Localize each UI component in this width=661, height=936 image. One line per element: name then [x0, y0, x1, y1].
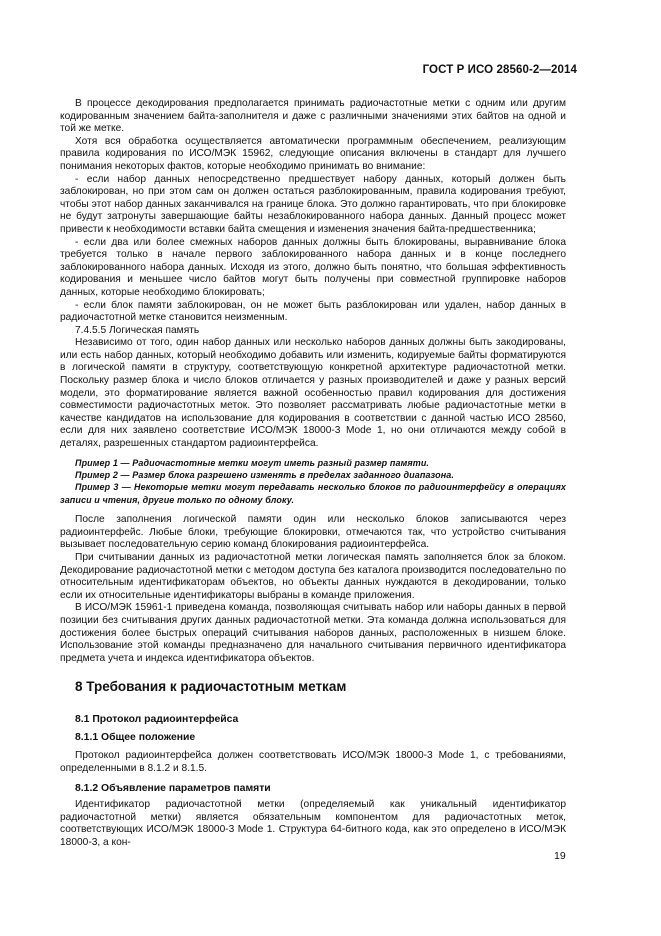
body-paragraph: В процессе декодирования предполагается принимать радиочастотные метки с одним или другим кодированным значением байта-заполнителя и даже с различными значениями этих байтов на одной и той же метке.	[60, 98, 566, 135]
section-heading-8: 8 Требования к радиочастотным меткам	[75, 679, 347, 695]
page-number: 19	[554, 850, 566, 862]
body-paragraph: Протокол радиоинтерфейса должен соответствовать ИСО/МЭК 18000-3 Mode 1, с требованиями, определенными в 8.1.2 и 8.1.5.	[60, 750, 566, 774]
subsection-heading-7-4-5-5: 7.4.5.5 Логическая память	[75, 324, 200, 336]
body-paragraph: Хотя вся обработка осуществляется автоматически программным обеспечением, реализующим правила кодирования по ИСО/МЭК 15962, следующие описания включены в стандарт для лучшего понимания некоторых фактов, которые необходимо принимать во внимание:	[60, 135, 566, 172]
example-note: Пример 3 — Некоторые метки могут передавать несколько блоков по радиоинтерфейсу в операциях записи и чтения, другие только по одному блоку.	[60, 482, 566, 505]
subsection-heading-8-1-1: 8.1.1 Общее положение	[75, 731, 196, 743]
subsection-heading-8-1-2: 8.1.2 Объявление параметров памяти	[75, 782, 271, 794]
document-header: ГОСТ Р ИСО 28560-2—2014	[422, 64, 577, 76]
body-paragraph: При считывании данных из радиочастотной метки логическая память заполняется блок за блоком. Декодирование радиочастотной метки с методом доступа без каталога производится последовательно по относительным идентификаторам объектов, но объекты данных нуждаются в декодировании, только если их относительные идентификаторы выбраны в команде приложения.	[60, 552, 566, 601]
list-item: - если два или более смежных наборов данных должны быть блокированы, выравнивание блока требуется только в начале первого заблокированного набора данных и в конце последнего заблокированного набора данных. Исходя из этого, должно быть понятно, что большая эффективность кодирования и меньшее число байтов могут быть получены при совместной группировке наборов данных, которые необходимо блокировать;	[60, 236, 566, 298]
example-note: Пример 1 — Радиочастотные метки могут иметь разный размер памяти.	[75, 457, 430, 468]
example-note: Пример 2 — Размер блока разрешено изменять в пределах заданного диапазона.	[75, 470, 454, 481]
body-paragraph: Независимо от того, один набор данных или несколько наборов данных должны быть закодированы, или есть набор данных, который необходимо добавить или изменить, кодируемые байты форматируются в логической памяти в структуру, соответствующую конкретной архитектуре радиочастотной метки. Поскольку размер блока и число блоков отличается у разных производителей и даже у разных версий модели, это форматирование является важной особенностью правил кодирования для достижения совместимости радиочастотных меток. Это позволяет рассматривать любые радиочастотные метки в качестве кандидатов на использование для кодирования в соответствии с данной частью ИСО 28560, если для них заявлено соответствие ИСО/МЭК 18000-3 Mode 1, но они отличаются между собой в деталях, разрешенных стандартом радиоинтерфейса.	[60, 337, 566, 450]
body-paragraph: Идентификатор радиочастотной метки (определяемый как уникальный идентификатор радиочастотной метки) является обязательным компонентом для радиочастотных меток, соответствующих ИСО/МЭК 18000-3 Mode 1. Структура 64-битного кода, как это определено в ИСО/МЭК 18000-3, а кон-	[60, 799, 566, 848]
list-item: - если блок памяти заблокирован, он не может быть разблокирован или удален, набор данных в радиочастотной метке становится неизменным.	[60, 299, 566, 324]
body-paragraph: В ИСО/МЭК 15961-1 приведена команда, позволяющая считывать набор или наборы данных в первой позиции без считывания других данных радиочастотной метки. Эта команда должна использоваться для достижения более быстрых операций считывания наборов данных, расположенных в низшем блоке. Использование этой команды предназначено для начального считывания первичного идентификатора предмета учета и индекса идентификатора объектов.	[60, 602, 566, 664]
list-item: - если набор данных непосредственно предшествует набору данных, который должен быть заблокирован, но при этом сам он должен остаться разблокированным, правила кодирования требуют, чтобы этот набор данных заканчивался на границе блока. Это должно гарантировать, что при блокировке не будут затронуты завершающие байты незаблокированного набора данных. Данный процесс может привести к необходимости вставки байта смещения и изменения значения байта-предшественника;	[60, 173, 566, 235]
body-paragraph: После заполнения логической памяти один или несколько блоков записываются через радиоинтерфейс. Любые блоки, требующие блокировки, отмечаются так, что устройство считывания вызывает последовательную серию команд блокирования радиоинтерфейса.	[60, 514, 566, 551]
subsection-heading-8-1: 8.1 Протокол радиоинтерфейса	[75, 714, 239, 726]
page-content	[60, 98, 566, 849]
